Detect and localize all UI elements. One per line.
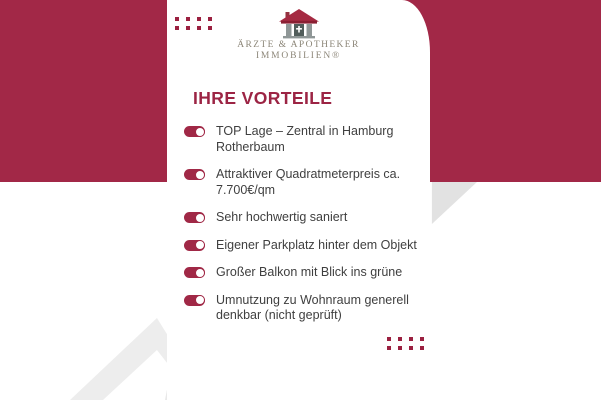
benefit-text: Großer Balkon mit Blick ins grüne [216, 265, 403, 279]
toggle-on-icon [184, 169, 205, 180]
logo-text-line1: ÄRZTE & APOTHEKER [237, 40, 360, 50]
list-item [184, 238, 426, 254]
benefit-text: Eigener Parkplatz hinter dem Objekt [216, 237, 417, 252]
content-card [167, 0, 430, 400]
benefit-text: Umnutzung zu Wohnraum generell denkbar (nicht geprüft) [216, 292, 409, 322]
benefit-text: Sehr hochwertig saniert [216, 210, 348, 224]
dot-grid-bottom-right [387, 337, 424, 350]
list-item [184, 167, 426, 198]
house-icon [278, 9, 320, 40]
toggle-on-icon [184, 267, 205, 278]
dot [409, 346, 413, 350]
dot [387, 337, 391, 341]
toggle-on-icon [184, 126, 205, 137]
toggle-on-icon [184, 212, 205, 223]
toggle-on-icon [184, 295, 205, 306]
dot [420, 337, 424, 341]
benefit-text: Attraktiver Quadratmeterpreis ca. 7.700€/qm [216, 167, 401, 197]
list-item [184, 210, 426, 226]
watermark-triangle-right [431, 182, 477, 224]
benefit-text: TOP Lage – Zentral in Hamburg Rotherbaum [216, 124, 394, 154]
page-title: IHRE VORTEILE [193, 88, 333, 108]
dot [409, 337, 413, 341]
list-item [184, 293, 426, 324]
toggle-on-icon [184, 240, 205, 251]
logo-text-line2: IMMOBILIEN® [255, 51, 342, 61]
dot [398, 337, 402, 341]
dot [420, 346, 424, 350]
company-logo [167, 9, 430, 62]
list-item [184, 124, 426, 155]
list-item [184, 265, 426, 281]
benefits-list [184, 124, 426, 336]
dot [398, 346, 402, 350]
dot [387, 346, 391, 350]
